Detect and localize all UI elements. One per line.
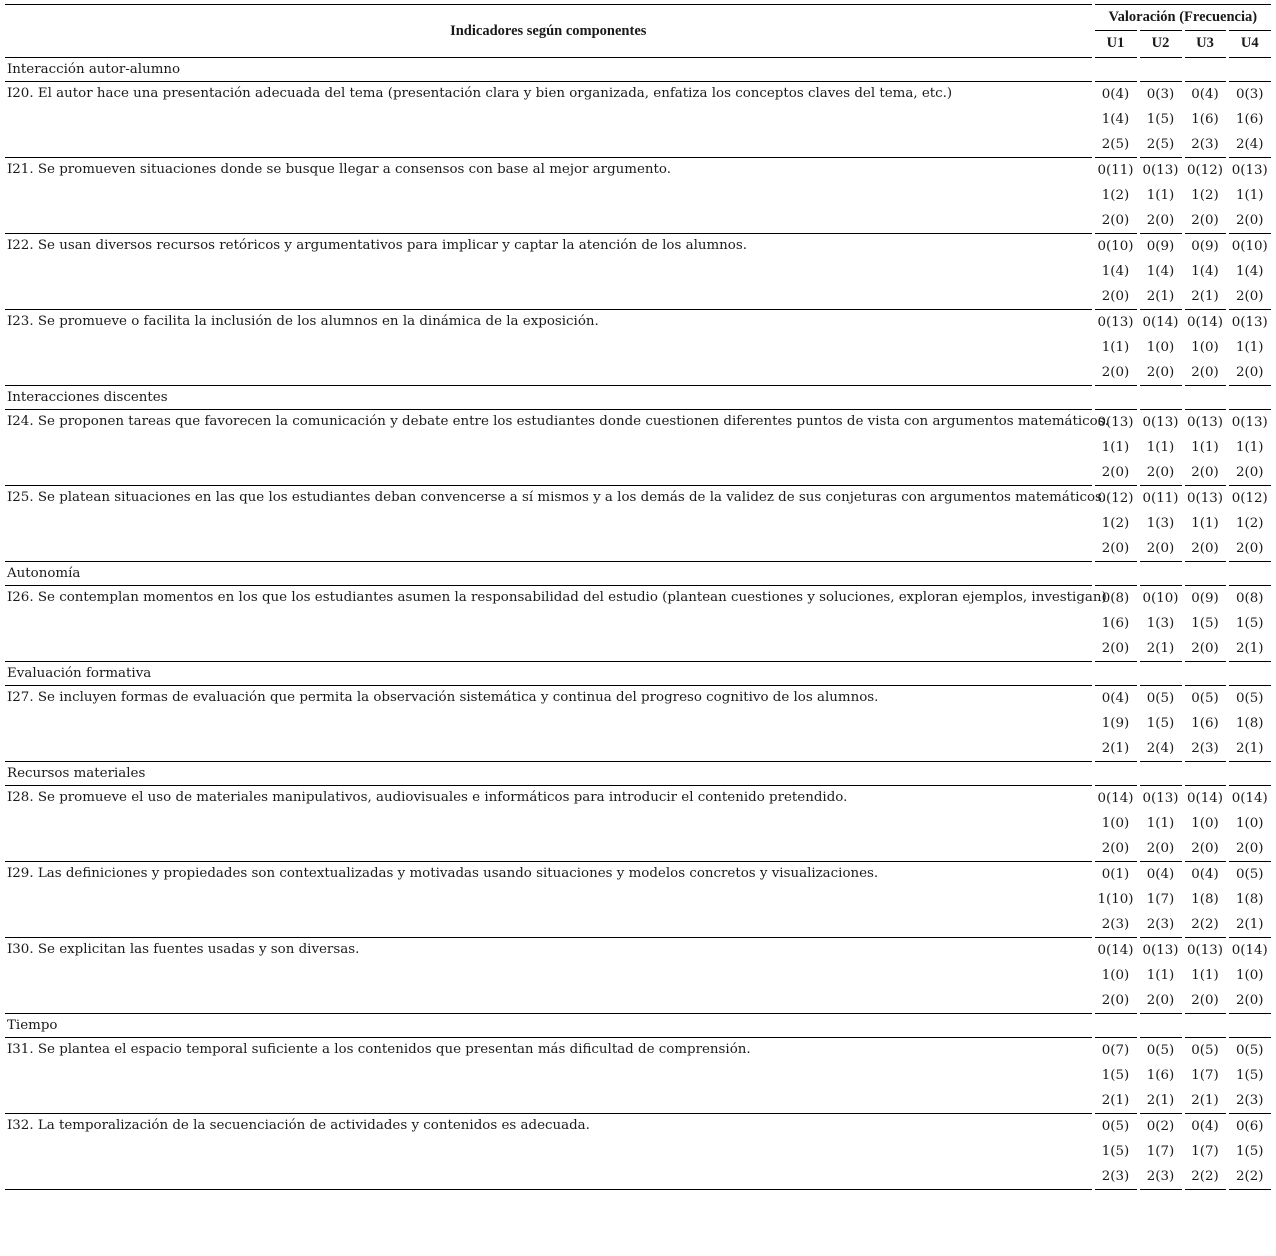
indicator-row [5,938,1271,964]
indicators-header: Indicadores según componentes [5,5,1093,58]
indicator-text: I28. Se promueve el uso de materiales manipulativos, audiovisuales e informáticos para introducir el contenido pretendido. [5,786,1093,862]
indicator-row [5,1114,1271,1140]
frequency-cell: 1(1) [1138,183,1183,208]
frequency-cell: 0(5) [1093,1114,1138,1140]
frequency-cell: 1(4) [1138,259,1183,284]
frequency-cell: 2(0) [1227,536,1271,562]
unit-header: U2 [1138,30,1183,57]
frequency-cell: 1(5) [1093,1063,1138,1088]
indicator-row [5,486,1271,512]
frequency-cell: 1(6) [1138,1063,1183,1088]
frequency-cell: 1(1) [1138,963,1183,988]
indicator-text: I29. Las definiciones y propiedades son contextualizadas y motivadas usando situaciones y modelos concretos y visualizaciones. [5,862,1093,938]
frequency-cell: 0(13) [1183,410,1227,436]
frequency-cell: 1(7) [1138,887,1183,912]
table-body [5,58,1271,1190]
frequency-cell: 2(0) [1183,208,1227,234]
frequency-cell: 0(4) [1183,1114,1227,1140]
frequency-cell: 0(5) [1227,686,1271,712]
frequency-cell: 2(0) [1227,836,1271,862]
frequency-cell: 0(14) [1183,310,1227,336]
frequency-cell: 0(13) [1138,410,1183,436]
frequency-cell: 1(3) [1138,611,1183,636]
frequency-cell: 2(0) [1093,208,1138,234]
component-title: Autonomía [5,562,1271,586]
indicator-row [5,410,1271,436]
frequency-cell: 2(0) [1093,636,1138,662]
frequency-cell: 1(6) [1227,107,1271,132]
frequency-cell: 2(0) [1183,636,1227,662]
frequency-cell: 0(4) [1093,82,1138,108]
frequency-cell: 2(3) [1227,1088,1271,1114]
frequency-cell: 1(4) [1093,107,1138,132]
frequency-cell: 0(5) [1183,1038,1227,1064]
frequency-cell: 1(2) [1183,183,1227,208]
frequency-cell: 0(9) [1138,234,1183,260]
frequency-cell: 0(14) [1183,786,1227,812]
frequency-cell: 0(6) [1227,1114,1271,1140]
frequency-cell: 0(3) [1227,82,1271,108]
frequency-cell: 2(3) [1138,912,1183,938]
frequency-cell: 1(2) [1093,511,1138,536]
frequency-cell: 0(13) [1138,786,1183,812]
frequency-cell: 1(7) [1183,1139,1227,1164]
frequency-cell: 0(13) [1227,310,1271,336]
indicator-text: I23. Se promueve o facilita la inclusión de los alumnos en la dinámica de la exposición. [5,310,1093,386]
frequency-cell: 1(1) [1183,511,1227,536]
frequency-cell: 2(0) [1093,836,1138,862]
frequency-cell: 2(1) [1093,736,1138,762]
frequency-cell: 1(1) [1227,183,1271,208]
frequency-cell: 1(4) [1227,259,1271,284]
frequency-cell: 2(0) [1138,836,1183,862]
indicator-row [5,310,1271,336]
frequency-cell: 1(6) [1183,107,1227,132]
frequency-cell: 1(1) [1138,435,1183,460]
frequency-cell: 0(5) [1138,1038,1183,1064]
frequency-cell: 0(1) [1093,862,1138,888]
component-title: Interacciones discentes [5,386,1271,410]
frequency-cell: 2(0) [1138,988,1183,1014]
indicator-text: I30. Se explicitan las fuentes usadas y son diversas. [5,938,1093,1014]
frequency-cell: 1(5) [1138,711,1183,736]
frequency-cell: 0(13) [1093,310,1138,336]
frequency-cell: 0(3) [1138,82,1183,108]
unit-header: U3 [1183,30,1227,57]
frequency-cell: 1(2) [1227,511,1271,536]
frequency-cell: 0(8) [1227,586,1271,612]
frequency-cell: 2(0) [1093,284,1138,310]
indicator-text: I21. Se promueven situaciones donde se busque llegar a consensos con base al mejor argumento. [5,158,1093,234]
frequency-cell: 1(8) [1227,887,1271,912]
frequency-cell: 2(1) [1183,284,1227,310]
frequency-cell: 0(14) [1227,938,1271,964]
frequency-cell: 0(13) [1183,938,1227,964]
frequency-cell: 2(0) [1093,536,1138,562]
component-row [5,662,1271,686]
frequency-cell: 0(13) [1138,158,1183,184]
component-title: Recursos materiales [5,762,1271,786]
frequency-cell: 0(4) [1183,862,1227,888]
frequency-cell: 0(13) [1227,410,1271,436]
frequency-cell: 2(2) [1183,912,1227,938]
frequency-cell: 1(1) [1183,435,1227,460]
frequency-cell: 2(0) [1183,836,1227,862]
frequency-cell: 1(0) [1227,963,1271,988]
frequency-cell: 2(0) [1138,208,1183,234]
frequency-cell: 2(1) [1227,912,1271,938]
frequency-cell: 1(6) [1183,711,1227,736]
frequency-cell: 0(2) [1138,1114,1183,1140]
frequency-cell: 2(3) [1183,132,1227,158]
frequency-cell: 0(12) [1183,158,1227,184]
frequency-table [5,4,1271,1190]
frequency-cell: 2(0) [1138,536,1183,562]
frequency-cell: 2(5) [1138,132,1183,158]
frequency-cell: 2(0) [1227,284,1271,310]
frequency-cell: 1(9) [1093,711,1138,736]
frequency-cell: 2(3) [1138,1164,1183,1190]
component-row [5,58,1271,82]
unit-header: U1 [1093,30,1138,57]
frequency-cell: 1(6) [1093,611,1138,636]
indicator-text: I25. Se platean situaciones en las que los estudiantes deban convencerse a sí mismos y a los demás de la validez de sus conjeturas con argumentos matemáticos. [5,486,1093,562]
frequency-cell: 2(1) [1093,1088,1138,1114]
frequency-cell: 1(5) [1093,1139,1138,1164]
frequency-cell: 2(1) [1227,636,1271,662]
frequency-cell: 2(0) [1183,460,1227,486]
frequency-cell: 1(0) [1093,963,1138,988]
indicator-text: I22. Se usan diversos recursos retóricos y argumentativos para implicar y captar la atención de los alumnos. [5,234,1093,310]
frequency-cell: 0(10) [1138,586,1183,612]
indicator-row [5,862,1271,888]
frequency-cell: 2(3) [1183,736,1227,762]
frequency-cell: 2(1) [1138,636,1183,662]
unit-header: U4 [1227,30,1271,57]
frequency-cell: 1(1) [1227,435,1271,460]
frequency-cell: 2(0) [1138,360,1183,386]
valuation-header: Valoración (Frecuencia) [1093,5,1271,31]
frequency-cell: 2(1) [1138,284,1183,310]
frequency-cell: 1(1) [1183,963,1227,988]
frequency-cell: 0(14) [1227,786,1271,812]
frequency-cell: 2(0) [1138,460,1183,486]
frequency-cell: 2(0) [1183,360,1227,386]
frequency-cell: 0(12) [1093,486,1138,512]
frequency-cell: 2(3) [1093,912,1138,938]
frequency-cell: 1(7) [1138,1139,1183,1164]
frequency-cell: 1(7) [1183,1063,1227,1088]
component-title: Evaluación formativa [5,662,1271,686]
frequency-cell: 2(0) [1227,208,1271,234]
frequency-cell: 2(0) [1227,360,1271,386]
frequency-cell: 1(0) [1138,335,1183,360]
indicator-text: I27. Se incluyen formas de evaluación que permita la observación sistemática y continua del progreso cognitivo de los alumnos. [5,686,1093,762]
frequency-cell: 1(0) [1227,811,1271,836]
frequency-cell: 2(0) [1227,460,1271,486]
frequency-cell: 0(11) [1138,486,1183,512]
frequency-cell: 0(13) [1138,938,1183,964]
frequency-cell: 1(1) [1093,435,1138,460]
frequency-cell: 1(0) [1093,811,1138,836]
frequency-cell: 0(14) [1093,938,1138,964]
frequency-cell: 0(13) [1183,486,1227,512]
indicator-text: I24. Se proponen tareas que favorecen la comunicación y debate entre los estudiantes donde cuestionen diferentes puntos de vista con argumentos matemáticos. [5,410,1093,486]
frequency-cell: 0(9) [1183,234,1227,260]
frequency-cell: 0(5) [1183,686,1227,712]
frequency-cell: 2(3) [1093,1164,1138,1190]
frequency-cell: 1(2) [1093,183,1138,208]
frequency-cell: 1(4) [1183,259,1227,284]
frequency-cell: 0(4) [1183,82,1227,108]
frequency-cell: 0(4) [1093,686,1138,712]
frequency-cell: 2(0) [1183,536,1227,562]
frequency-cell: 0(14) [1138,310,1183,336]
indicator-text: I31. Se plantea el espacio temporal suficiente a los contenidos que presentan más dificultad de comprensión. [5,1038,1093,1114]
frequency-cell: 1(5) [1227,1139,1271,1164]
indicator-row [5,234,1271,260]
indicator-text: I32. La temporalización de la secuenciación de actividades y contenidos es adecuada. [5,1114,1093,1190]
frequency-cell: 2(0) [1183,988,1227,1014]
frequency-cell: 0(5) [1227,862,1271,888]
frequency-cell: 1(1) [1227,335,1271,360]
frequency-cell: 0(8) [1093,586,1138,612]
frequency-cell: 0(14) [1093,786,1138,812]
frequency-cell: 1(5) [1138,107,1183,132]
frequency-cell: 2(0) [1093,360,1138,386]
component-row [5,386,1271,410]
indicator-row [5,82,1271,108]
indicator-text: I26. Se contemplan momentos en los que los estudiantes asumen la responsabilidad del estudio (plantean cuestiones y soluciones, exploran ejemplos, investigan) [5,586,1093,662]
frequency-cell: 1(8) [1227,711,1271,736]
frequency-cell: 1(5) [1227,611,1271,636]
indicator-row [5,786,1271,812]
frequency-cell: 2(0) [1093,460,1138,486]
frequency-cell: 1(1) [1093,335,1138,360]
frequency-cell: 0(13) [1227,158,1271,184]
frequency-cell: 0(5) [1227,1038,1271,1064]
indicator-row [5,1038,1271,1064]
frequency-cell: 2(4) [1227,132,1271,158]
frequency-cell: 2(2) [1227,1164,1271,1190]
frequency-cell: 2(1) [1138,1088,1183,1114]
frequency-cell: 1(1) [1138,811,1183,836]
frequency-cell: 2(1) [1183,1088,1227,1114]
frequency-cell: 0(10) [1093,234,1138,260]
frequency-cell: 1(5) [1227,1063,1271,1088]
indicator-row [5,586,1271,612]
frequency-cell: 0(5) [1138,686,1183,712]
component-title: Tiempo [5,1014,1271,1038]
frequency-cell: 2(0) [1093,988,1138,1014]
indicator-row [5,158,1271,184]
component-title: Interacción autor-alumno [5,58,1271,82]
frequency-cell: 2(5) [1093,132,1138,158]
frequency-cell: 0(4) [1138,862,1183,888]
frequency-cell: 0(10) [1227,234,1271,260]
frequency-cell: 1(8) [1183,887,1227,912]
frequency-cell: 1(4) [1093,259,1138,284]
frequency-cell: 1(3) [1138,511,1183,536]
frequency-cell: 0(11) [1093,158,1138,184]
frequency-cell: 2(0) [1227,988,1271,1014]
component-row [5,562,1271,586]
frequency-cell: 0(7) [1093,1038,1138,1064]
frequency-cell: 1(10) [1093,887,1138,912]
frequency-cell: 2(4) [1138,736,1183,762]
frequency-cell: 2(1) [1227,736,1271,762]
frequency-cell: 0(9) [1183,586,1227,612]
component-row [5,762,1271,786]
frequency-cell: 1(5) [1183,611,1227,636]
component-row [5,1014,1271,1038]
indicator-row [5,686,1271,712]
frequency-cell: 1(0) [1183,811,1227,836]
frequency-cell: 2(2) [1183,1164,1227,1190]
frequency-cell: 0(12) [1227,486,1271,512]
indicator-text: I20. El autor hace una presentación adecuada del tema (presentación clara y bien organizada, enfatiza los conceptos claves del tema, etc.) [5,82,1093,158]
frequency-cell: 1(0) [1183,335,1227,360]
frequency-cell: 0(13) [1093,410,1138,436]
